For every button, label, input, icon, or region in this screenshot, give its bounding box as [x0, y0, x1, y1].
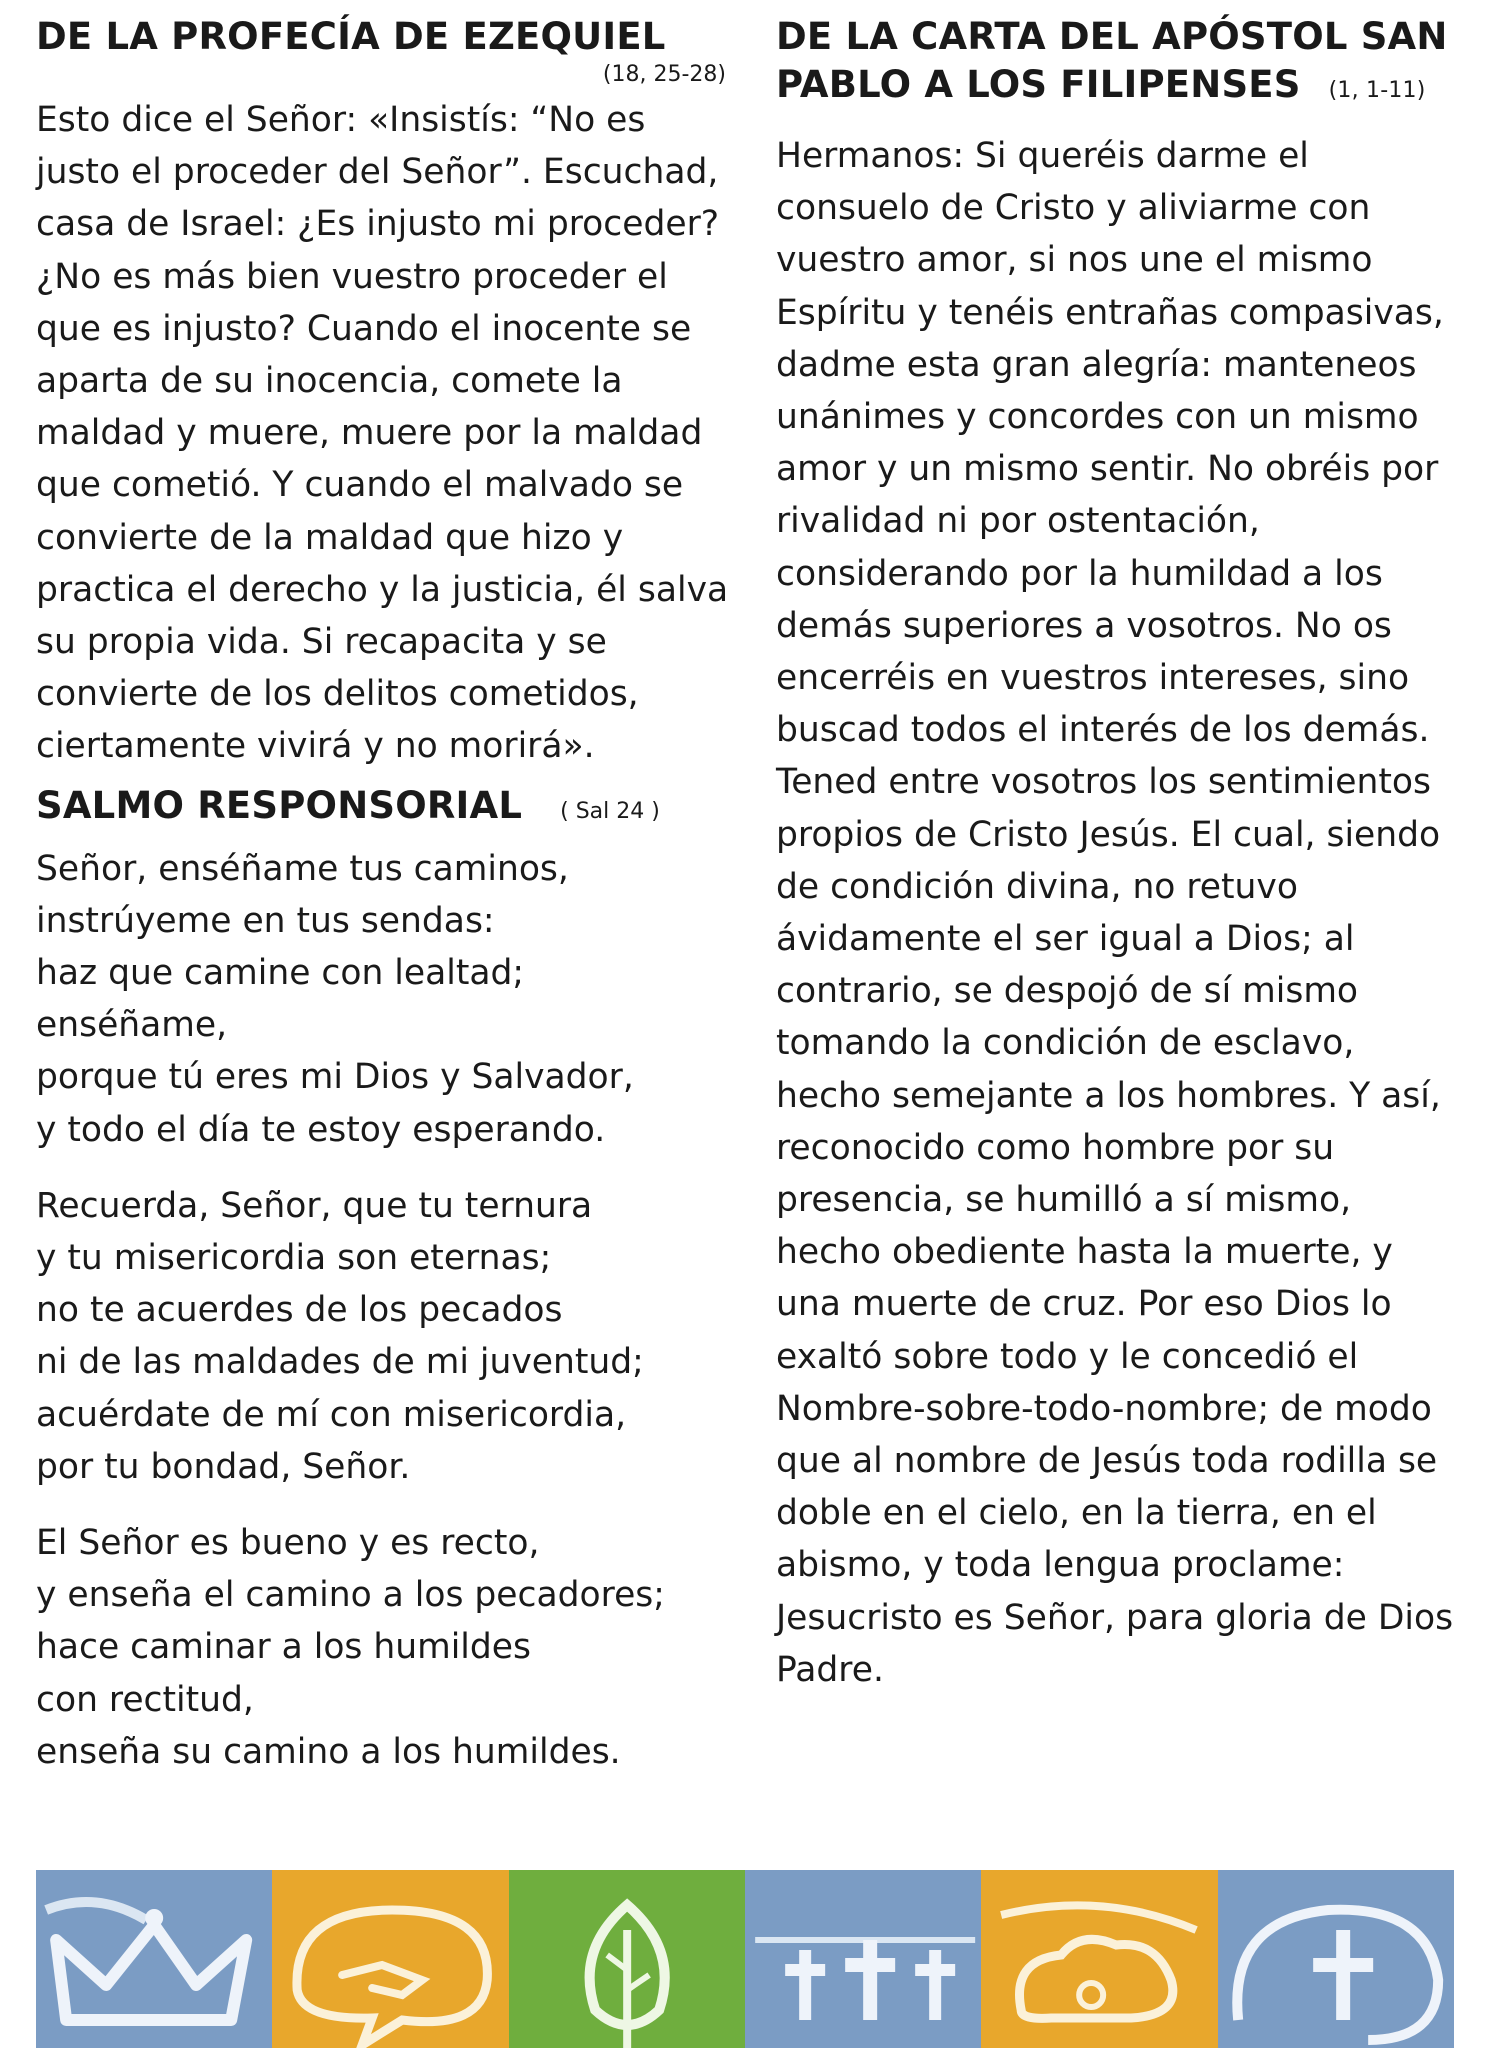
verse-line: haz que camine con lealtad;	[36, 953, 525, 994]
liturgical-banner	[36, 1870, 1454, 2048]
text-line: abismo, y toda lengua proclame:	[776, 1545, 1345, 1586]
first-reading	[36, 14, 729, 773]
text-line: buscad todos el interés de los demás.	[776, 710, 1430, 751]
verse-line: acuérdate de mí con misericordia,	[36, 1394, 627, 1435]
psalm-stanza	[36, 843, 726, 1156]
second-reading-text	[776, 130, 1476, 1696]
banner-tile-crosses	[745, 1870, 981, 2048]
text-line: ávidamente el ser igual a Dios; al	[776, 919, 1355, 960]
text-line: Padre.	[776, 1649, 884, 1690]
leaf-icon	[509, 1870, 745, 2048]
text-line: unánimes y concordes con un mismo	[776, 397, 1419, 438]
text-line: hecho obediente hasta la muerte, y	[776, 1232, 1393, 1273]
text-line: rivalidad ni por ostentación,	[776, 501, 1260, 542]
text-line: ciertamente vivirá y no morirá».	[36, 726, 595, 767]
verse-line: instrúyeme en tus sendas:	[36, 900, 495, 941]
text-line: consuelo de Cristo y aliviarme con	[776, 188, 1371, 229]
left-column	[36, 14, 729, 1778]
text-line: presencia, se humilló a sí mismo,	[776, 1180, 1352, 1221]
text-line: que es injusto? Cuando el inocente se	[36, 308, 692, 349]
text-line: convierte de los delitos cometidos,	[36, 674, 639, 715]
psalm-reference: ( Sal 24 )	[560, 798, 660, 824]
text-line: convierte de la maldad que hizo y	[36, 517, 624, 558]
verse-line: con rectitud,	[36, 1679, 254, 1720]
text-line: Esto dice el Señor: «Insistís: “No es	[36, 100, 646, 140]
verse-line: por tu bondad, Señor.	[36, 1446, 411, 1487]
text-line: encerréis en vuestros intereses, sino	[776, 658, 1410, 699]
text-line: vuestro amor, si nos une el mismo	[776, 240, 1373, 281]
verse-line: Recuerda, Señor, que tu ternura	[36, 1185, 593, 1226]
three-crosses-icon	[745, 1870, 981, 2048]
text-line: Hermanos: Si queréis darme el	[776, 136, 1309, 176]
text-line: contrario, se despojó de sí mismo	[776, 971, 1359, 1012]
first-reading-title: DE LA PROFECÍA DE EZEQUIEL	[36, 15, 666, 58]
text-line: ¿No es más bien vuestro proceder el	[36, 256, 668, 297]
text-line: maldad y muere, muere por la maldad	[36, 413, 703, 454]
text-line: reconocido como hombre por su	[776, 1127, 1335, 1168]
text-line: que cometió. Y cuando el malvado se	[36, 465, 684, 506]
crown-icon	[36, 1870, 272, 2048]
banner-tile-crown	[36, 1870, 272, 2048]
text-line: propios de Cristo Jesús. El cual, siendo	[776, 814, 1441, 855]
banner-tile-bread	[981, 1870, 1217, 2048]
text-line: doble en el cielo, en la tierra, en el	[776, 1493, 1377, 1534]
banner-tile-handshake	[272, 1870, 508, 2048]
cross-bubble-icon	[1218, 1870, 1454, 2048]
first-reading-text	[36, 94, 729, 773]
text-line: casa de Israel: ¿Es injusto mi proceder?	[36, 204, 720, 245]
verse-line: y todo el día te estoy esperando.	[36, 1109, 606, 1150]
text-line: una muerte de cruz. Por eso Dios lo	[776, 1284, 1392, 1325]
text-line: de condición divina, no retuvo	[776, 866, 1298, 907]
psalm-stanza	[36, 1180, 726, 1493]
text-line: amor y un mismo sentir. No obréis por	[776, 449, 1439, 490]
verse-line: no te acuerdes de los pecados	[36, 1290, 563, 1331]
bread-icon	[981, 1870, 1217, 2048]
verse-line: Señor, enséñame tus caminos,	[36, 848, 569, 889]
psalm-stanza	[36, 1517, 726, 1778]
verse-line: y enseña el camino a los pecadores;	[36, 1575, 665, 1616]
psalm-title: SALMO RESPONSORIAL	[36, 783, 523, 827]
first-reading-reference: (18, 25-28)	[602, 62, 726, 87]
text-line: hecho semejante a los hombres. Y así,	[776, 1075, 1441, 1116]
text-line: exaltó sobre todo y le concedió el	[776, 1336, 1359, 1377]
text-line: su propia vida. Si recapacita y se	[36, 622, 607, 663]
second-reading-title: PABLO A LOS FILIPENSES	[776, 63, 1301, 106]
right-column	[776, 14, 1476, 1696]
text-line: dadme esta gran alegría: manteneos	[776, 344, 1417, 385]
verse-line: y tu misericordia son eternas;	[36, 1238, 552, 1279]
verse-line: ni de las maldades de mi juventud;	[36, 1342, 644, 1383]
second-reading-title-line1: DE LA CARTA DEL APÓSTOL SAN	[776, 15, 1448, 58]
responsorial-psalm	[36, 783, 726, 1778]
text-line: que al nombre de Jesús toda rodilla se	[776, 1441, 1438, 1482]
text-line: considerando por la humildad a los	[776, 553, 1383, 594]
text-line: Tened entre vosotros los sentimientos	[776, 762, 1431, 803]
second-reading-reference: (1, 1-11)	[1328, 78, 1426, 103]
second-reading-title-line2	[776, 62, 1476, 114]
text-line: aparta de su inocencia, comete la	[36, 361, 623, 402]
verse-line: hace caminar a los humildes	[36, 1627, 531, 1668]
verse-line: enséñame,	[36, 1005, 228, 1046]
handshake-icon	[272, 1870, 508, 2048]
text-line: Jesucristo es Señor, para gloria de Dios	[776, 1597, 1454, 1638]
text-line: tomando la condición de esclavo,	[776, 1023, 1355, 1064]
banner-tile-cross-bubble	[1218, 1870, 1454, 2048]
text-line: practica el derecho y la justicia, él salva	[36, 569, 729, 610]
verse-line: El Señor es bueno y es recto,	[36, 1523, 540, 1564]
text-line: Espíritu y tenéis entrañas compasivas,	[776, 292, 1444, 333]
banner-tile-leaf	[509, 1870, 745, 2048]
psalm-heading	[36, 783, 726, 829]
text-line: demás superiores a vosotros. No os	[776, 605, 1392, 646]
verse-line: enseña su camino a los humildes.	[36, 1731, 621, 1772]
text-line: Nombre-sobre-todo-nombre; de modo	[776, 1388, 1432, 1429]
verse-line: porque tú eres mi Dios y Salvador,	[36, 1057, 634, 1098]
text-line: justo el proceder del Señor”. Escuchad,	[36, 152, 719, 193]
second-reading	[776, 14, 1476, 1696]
